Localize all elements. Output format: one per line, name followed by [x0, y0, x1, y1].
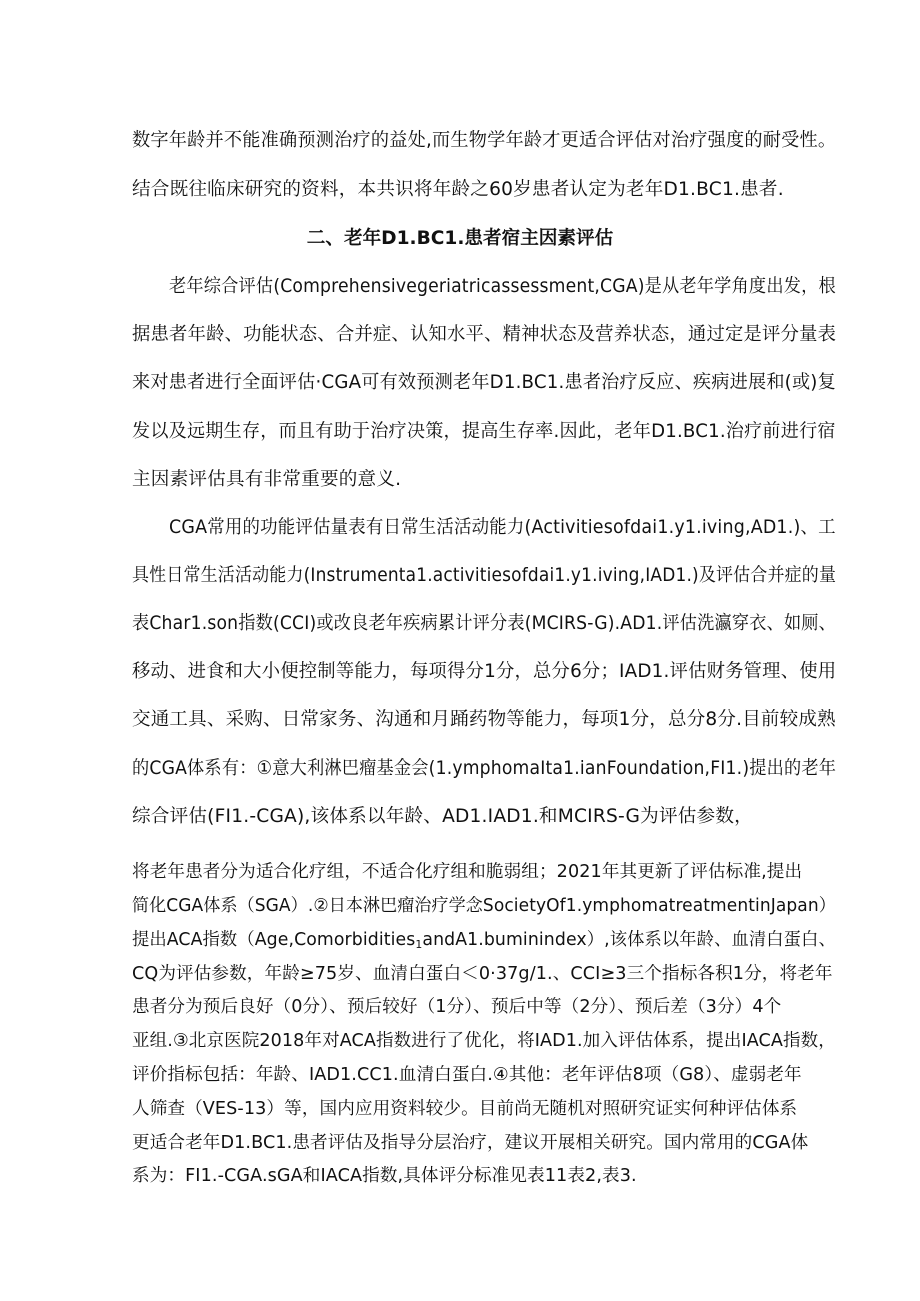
- text-line: 系为：FI1.-CGA.sGA和IACA指数,具体评分标准见表11表2,表3.: [132, 1166, 637, 1186]
- text-line: 综合评估(FI1.-CGA),该体系以年龄、AD1.IAD1.和MCIRS-G为评估参数，: [132, 806, 753, 827]
- text-line: 老年综合评估(Comprehensivegeriatricassessment,CGA)是从老年学角度出发，根: [169, 276, 836, 297]
- text-line: 据患者年龄、功能状态、合并症、认知水平、精神状态及营养状态，通过定是评分量表: [132, 324, 837, 345]
- text-line: CQ为评估参数，年龄≥75岁、血清白蛋白＜0·37g/1.、CCI≥3三个指标各积1分，将老年: [132, 964, 833, 984]
- text-segment: 提出ACA指数（Age,Comorbidities: [132, 930, 416, 950]
- text-line: 表Char1.son指数(CCI)或改良老年疾病累计评分表(MCIRS-G).AD1.评估洗瀛穿衣、如厕、: [132, 613, 837, 634]
- text-line: 来对患者进行全面评估·CGA可有效预测老年D1.BC1.患者治疗反应、疾病进展和(或)复: [132, 372, 836, 393]
- text-line: 简化CGA体系（SGA）.②日本淋巴瘤治疗学念SocietyOf1.ymphomatreatmentinJapan）: [132, 896, 836, 916]
- text-line: 评价指标包括：年龄、IAD1.CC1.血清白蛋白.④其他：老年评估8项（G8）、虚弱老年: [132, 1065, 802, 1085]
- text-line: 更适合老年D1.BC1.患者评估及指导分层治疗，建议开展相关研究。国内常用的CGA体: [132, 1133, 809, 1153]
- text-line: 发以及远期生存，而且有助于治疗决策，提高生存率.因此，老年D1.BC1.治疗前进行宿: [132, 421, 836, 442]
- section-heading: 二、老年D1.BC1.患者宿主因素评估: [306, 228, 614, 249]
- subscript: 1: [415, 938, 423, 951]
- text-line: [132, 932, 836, 950]
- text-line: 亚组.③北京医院2018年对ACA指数进行了优化，将IAD1.加入评估体系，提出IACA指数，: [132, 1031, 836, 1051]
- text-line: 数字年龄并不能准确预测治疗的益处,而生物学年龄才更适合评估对治疗强度的耐受性。: [132, 130, 837, 151]
- text-line: 患者分为预后良好（0分）、预后较好（1分）、预后中等（2分）、预后差（3分）4个: [132, 997, 782, 1017]
- text-line: 具性日常生活活动能力(Instrumenta1.activitiesofdai1.y1.iving,IAD1.)及评估合并症的量: [132, 565, 837, 586]
- text-line: 交通工具、采购、日常家务、沟通和月踊药物等能力，每项1分，总分8分.目前较成熟: [132, 709, 836, 730]
- text-line: 移动、进食和大小便控制等能力，每项得分1分，总分6分；IAD1.评估财务管理、使用: [132, 661, 837, 682]
- text-line: 人筛查（VES-13）等，国内应用资料较少。目前尚无随机对照研究证实何种评估体系: [132, 1099, 798, 1119]
- text-line: 主因素评估具有非常重要的意义.: [132, 469, 402, 490]
- text-line: CGA常用的功能评估量表有日常生活活动能力(Activitiesofdai1.y1.iving,AD1.)、工: [169, 517, 836, 538]
- text-line: 将老年患者分为适合化疗组，不适合化疗组和脆弱组；2021年其更新了评估标准,提出: [132, 862, 803, 882]
- text-line: 结合既往临床研究的资料，本共识将年龄之60岁患者认定为老年D1.BC1.患者.: [132, 179, 784, 200]
- text-line: 的CGA体系有：①意大利淋巴瘤基金会(1.ymphomaIta1.ianFoundation,FI1.)提出的老年: [132, 758, 837, 779]
- text-segment: andA1.buminindex）,该体系以年龄、血清白蛋白、: [422, 930, 836, 950]
